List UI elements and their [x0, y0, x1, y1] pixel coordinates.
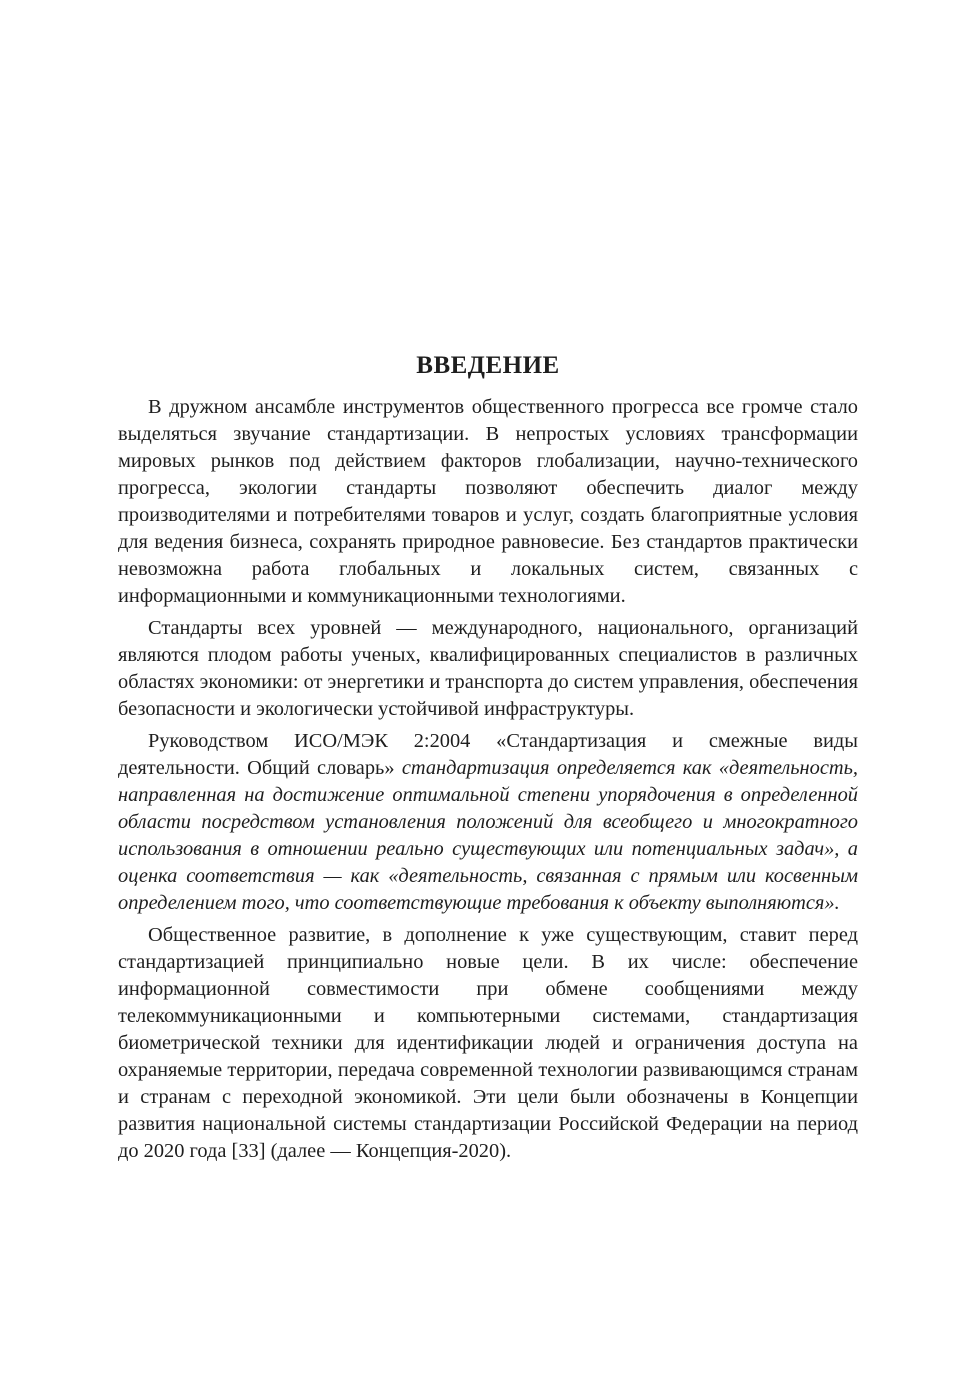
paragraph-4: Общественное развитие, в дополнение к уже существующим, ставит перед стандартизацией принципиально новые цели. В их числе: обеспечение информационной совместимости при обмене сообщениями между телекоммуникационными и компьютерными системами, стандартизация биометрической техники для идентификации людей и ограничения доступа на охраняемые территории, передача современной технологии развивающимся странам и странам с переходной экономикой. Эти цели были обозначены в Концепции развития национальной системы стандартизации Российской Федерации на период до 2020 года [33] (далее — Концепция-2020). [118, 924, 858, 1162]
paragraph-3 [118, 728, 858, 917]
page-title: ВВЕДЕНИЕ [416, 352, 560, 379]
paragraph-3-lead: Руководством ИСО/МЭК 2:2004 «Стандартизация и смежные виды деятельности. Общий словарь» [118, 730, 858, 779]
paragraph-3-definition: стандартизация определяется как «деятельность, направленная на достижение оптимальной степени упорядочения в определенной области посредством установления положений для всеобщего и многократного использования в отношении реально существующих или потенциальных задач», а оценка соответствия — как «деятельность, связанная с прямым или косвенным определением того, что соответствующие требования к объекту выполняются». [118, 757, 858, 914]
paragraph-2: Стандарты всех уровней — международного, национального, организаций являются плодом работы ученых, квалифицированных специалистов в различных областях экономики: от энергетики и транспорта до систем управления, обеспечения безопасности и экологически устойчивой инфраструктуры. [118, 617, 858, 720]
paragraph-1: В дружном ансамбле инструментов общественного прогресса все громче стало выделяться звучание стандартизации. В непростых условиях трансформации мировых рынков под действием факторов глобализации, научно-технического прогресса, экологии стандарты позволяют обеспечить диалог между производителями и потребителями товаров и услуг, создать благоприятные условия для ведения бизнеса, сохранять природное равновесие. Без стандартов практически невозможна работа глобальных и локальных систем, связанных с информационными и коммуникационными технологиями. [118, 396, 858, 607]
text-block [118, 348, 858, 1170]
